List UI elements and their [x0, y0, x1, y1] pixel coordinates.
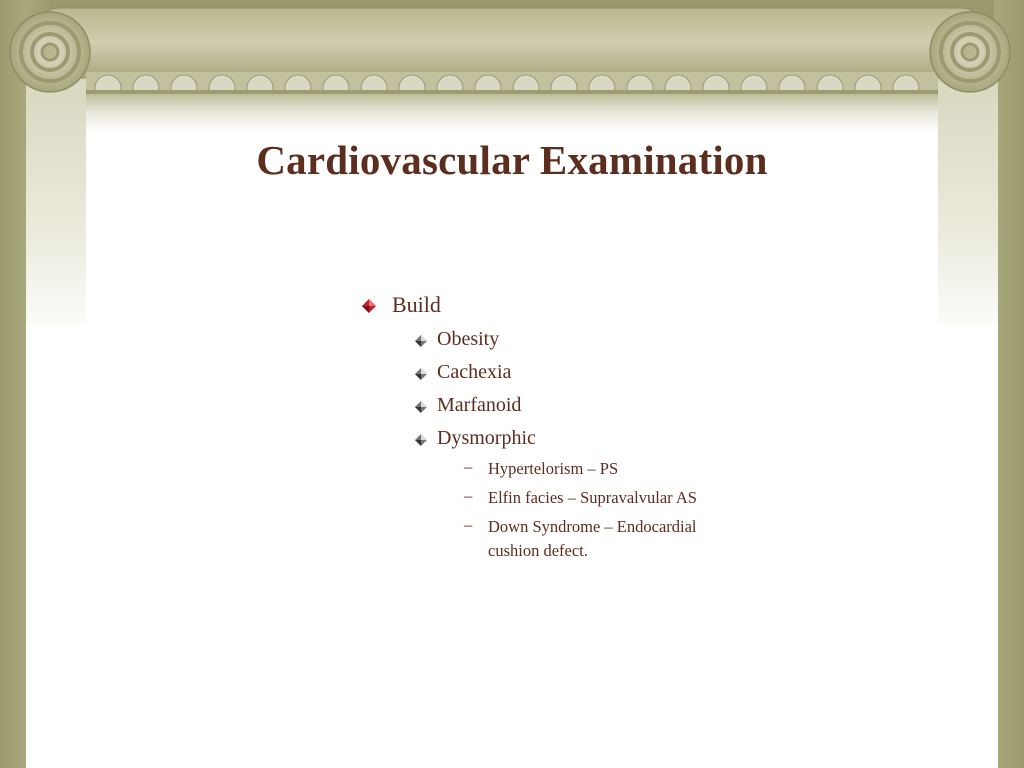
left-volute	[10, 12, 90, 92]
sub-bullet-down-syndrome-cont: cushion defect.	[488, 541, 588, 560]
bullet-build: Build	[392, 292, 441, 317]
gray-diamond-bullet-icon	[415, 368, 427, 380]
bullet-dysmorphic: Dysmorphic	[437, 427, 536, 449]
dash-bullet: –	[464, 486, 473, 505]
gray-diamond-bullet-icon	[415, 401, 427, 413]
slide-title: Cardiovascular Examination	[256, 137, 768, 183]
bullet-cachexia: Cachexia	[437, 361, 512, 383]
slide-background-right	[994, 0, 1024, 768]
red-diamond-bullet-icon	[362, 299, 376, 313]
panel-top-shade	[86, 92, 938, 132]
sub-bullet-hypertelorism: Hypertelorism – PS	[488, 459, 619, 478]
sub-bullet-down-syndrome: Down Syndrome – Endocardial	[488, 517, 697, 536]
sub-bullet-elfin-facies: Elfin facies – Supravalvular AS	[488, 488, 697, 507]
gray-diamond-bullet-icon	[415, 434, 427, 446]
dash-bullet: –	[464, 515, 473, 534]
gray-diamond-bullet-icon	[415, 335, 427, 347]
bullet-marfanoid: Marfanoid	[437, 394, 522, 416]
column-capital-decoration	[8, 6, 1012, 94]
right-volute	[930, 12, 1010, 92]
dash-bullet: –	[464, 457, 473, 476]
bullet-obesity: Obesity	[437, 328, 500, 350]
